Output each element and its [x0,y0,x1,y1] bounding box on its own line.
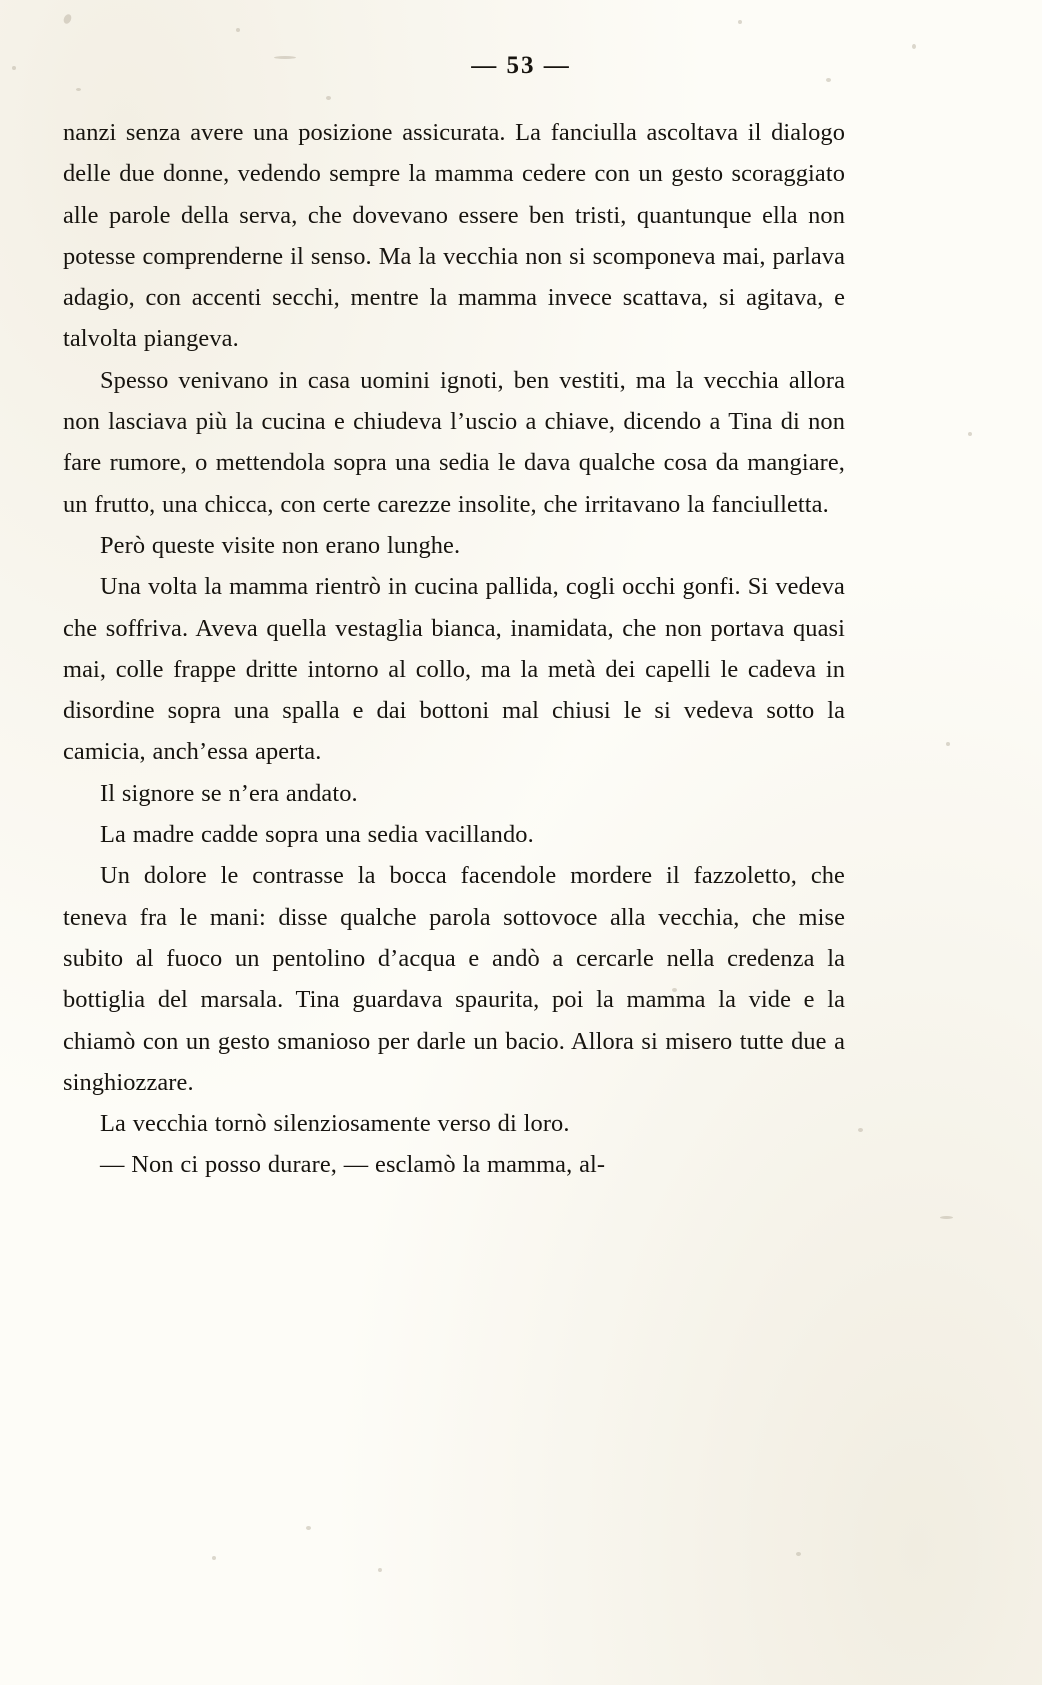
paper-speck [940,1216,953,1219]
paragraph: La madre cadde sopra una sedia vacillando. [100,821,534,849]
paper-speck [738,20,742,24]
paper-speck [236,28,240,32]
paragraph: nanzi senza avere una posizione assicurata. La fanciulla ascoltava il dialogo delle due donne, vedendo sempre la mamma cedere con un gesto scoraggiato alle parole della serva, che dovevano essere ben tristi, quantunque ella non potesse comprenderne il senso. Ma la vecchia non si scomponeva mai, parlava adagio, con accenti secchi, mentre la mamma invece scattava, si agitava, e talvolta piangeva. [63,119,845,353]
paper-speck [62,13,73,25]
paper-speck [796,1552,801,1556]
paragraph: Però queste visite non erano lunghe. [100,531,461,559]
paragraph: Il signore se n’era andato. [100,779,358,807]
paragraph: La vecchia tornò silenziosamente verso di loro. [100,1110,570,1138]
paragraph: Una volta la mamma rientrò in cucina pallida, cogli occhi gonfi. Si vedeva che soffriva. Aveva quella vestaglia bianca, inamidata, che non portava quasi mai, colle frappe dritte intorno al collo, ma la metà dei capelli le cadeva in disordine sopra una spalla e dai bottoni mal chiusi le si vedeva sotto la camicia, anch’essa aperta. [63,573,845,766]
page-number: — 53 — [471,52,571,79]
paper-speck [912,44,916,49]
paper-speck [212,1556,216,1560]
paper-speck [306,1526,311,1530]
paper-speck [968,432,972,436]
paragraph: Spesso venivano in casa uomini ignoti, ben vestiti, ma la vecchia allora non lasciava più la cucina e chiudeva l’uscio a chiave, dicendo a Tina di non fare rumore, o mettendola sopra una sedia le dava qualche cosa da mangiare, un frutto, una chicca, con certe carezze insolite, che irritavano la fanciulletta. [63,366,845,518]
paragraph: — Non ci posso durare, — esclamò la mamma, al- [100,1151,606,1179]
paper-speck [946,742,950,746]
paper-speck [76,88,81,91]
paragraph: Un dolore le contrasse la bocca facendole mordere il fazzoletto, che teneva fra le mani: disse qualche parola sottovoce alla vecchia, che mise subito al fuoco un pentolino d’acqua e andò a cercarle nella credenza la bottiglia del marsala. Tina guardava spaurita, poi la mamma la vide e la chiamò con un gesto smanioso per darle un bacio. Allora si misero tutte due a singhiozzare. [63,862,845,1096]
paper-speck [378,1568,382,1572]
paper-speck [326,96,331,100]
paper-speck [858,1128,863,1132]
body-text [63,112,845,1186]
